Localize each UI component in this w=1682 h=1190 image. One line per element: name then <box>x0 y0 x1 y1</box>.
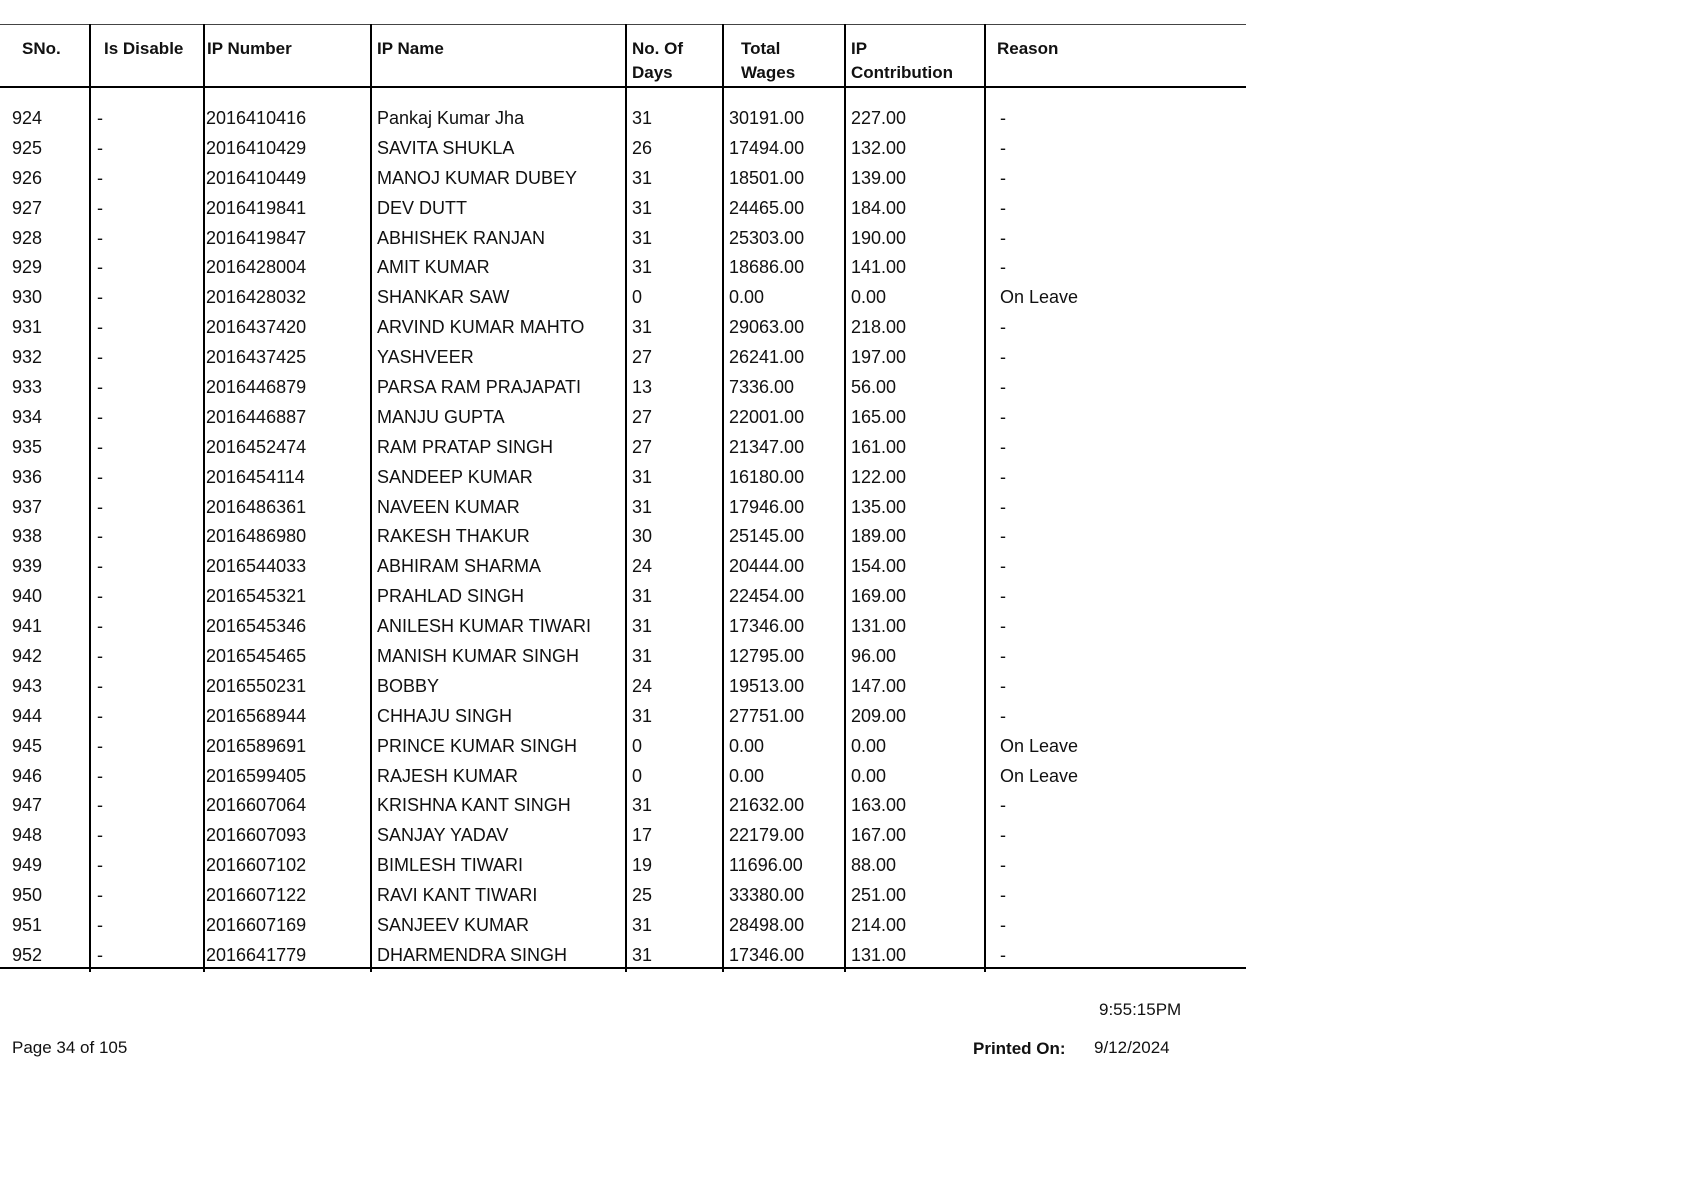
cell-ip-contribution: 161.00 <box>851 436 907 457</box>
cell-total-wages: 22179.00 <box>729 825 805 846</box>
cell-no-of-days: 31 <box>632 317 653 338</box>
header-no-of-days <box>632 37 683 85</box>
cell-no-of-days: 0 <box>632 735 643 756</box>
cell-sno: 928 <box>12 227 43 248</box>
cell-is-disable: - <box>97 466 103 487</box>
cell-ip-number: 2016410416 <box>206 108 307 128</box>
cell-ip-contribution: 131.00 <box>851 616 907 637</box>
cell-is-disable: - <box>97 227 103 248</box>
cell-total-wages: 25145.00 <box>729 526 805 547</box>
cell-reason: - <box>1000 466 1006 487</box>
cell-is-disable: - <box>97 944 103 965</box>
cell-reason: - <box>1000 167 1006 188</box>
cell-is-disable: - <box>97 377 103 398</box>
cell-ip-contribution: 56.00 <box>851 377 897 398</box>
table-header-border <box>0 86 1246 88</box>
cell-total-wages: 33380.00 <box>729 885 805 906</box>
cell-no-of-days: 31 <box>632 167 653 188</box>
cell-no-of-days: 25 <box>632 885 653 906</box>
cell-is-disable: - <box>97 675 103 696</box>
cell-ip-name: DEV DUTT <box>377 197 467 218</box>
cell-total-wages: 21632.00 <box>729 795 805 816</box>
cell-ip-contribution: 251.00 <box>851 885 907 906</box>
cell-ip-number: 2016544033 <box>206 556 307 577</box>
cell-no-of-days: 31 <box>632 795 653 816</box>
cell-reason: - <box>1000 944 1006 965</box>
cell-no-of-days: 31 <box>632 944 653 965</box>
cell-no-of-days: 31 <box>632 616 653 637</box>
cell-ip-name: RAKESH THAKUR <box>377 526 530 547</box>
cell-reason: - <box>1000 855 1006 876</box>
cell-is-disable: - <box>97 705 103 726</box>
cell-ip-number: 2016550231 <box>206 675 307 696</box>
cell-ip-contribution: 165.00 <box>851 406 907 427</box>
cell-no-of-days: 0 <box>632 765 643 786</box>
cell-total-wages: 0.00 <box>729 735 765 756</box>
header-sno: SNo. <box>22 39 61 58</box>
cell-ip-name: ABHISHEK RANJAN <box>377 227 546 248</box>
cell-no-of-days: 19 <box>632 855 653 876</box>
cell-ip-number: 2016607102 <box>206 855 307 876</box>
header-total-wages <box>741 37 795 85</box>
cell-ip-contribution: 141.00 <box>851 257 907 278</box>
table-row <box>0 164 1246 194</box>
cell-ip-name: MANOJ KUMAR DUBEY <box>377 167 578 188</box>
cell-ip-number: 2016437420 <box>206 317 307 338</box>
cell-total-wages: 20444.00 <box>729 556 805 577</box>
cell-reason: - <box>1000 377 1006 398</box>
cell-total-wages: 0.00 <box>729 287 765 308</box>
cell-no-of-days: 24 <box>632 556 653 577</box>
cell-ip-name: DHARMENDRA SINGH <box>377 944 568 965</box>
cell-reason: - <box>1000 556 1006 577</box>
cell-is-disable: - <box>97 586 103 607</box>
cell-ip-number: 2016419841 <box>206 197 307 218</box>
table-row <box>0 463 1246 493</box>
cell-total-wages: 30191.00 <box>729 108 805 128</box>
cell-reason: On Leave <box>1000 287 1079 308</box>
cell-reason: - <box>1000 885 1006 906</box>
cell-sno: 952 <box>12 944 43 965</box>
cell-is-disable: - <box>97 197 103 218</box>
cell-ip-number: 2016641779 <box>206 944 307 965</box>
table-row <box>0 851 1246 881</box>
cell-ip-contribution: 189.00 <box>851 526 907 547</box>
cell-no-of-days: 31 <box>632 586 653 607</box>
cell-total-wages: 26241.00 <box>729 347 805 368</box>
cell-ip-number: 2016428004 <box>206 257 307 278</box>
table-row <box>0 791 1246 821</box>
cell-ip-number: 2016437425 <box>206 347 307 368</box>
cell-sno: 924 <box>12 108 43 128</box>
cell-no-of-days: 24 <box>632 675 653 696</box>
cell-ip-number: 2016446887 <box>206 406 307 427</box>
cell-ip-contribution: 96.00 <box>851 646 897 667</box>
cell-reason: - <box>1000 496 1006 517</box>
cell-sno: 930 <box>12 287 43 308</box>
cell-is-disable: - <box>97 795 103 816</box>
cell-ip-contribution: 122.00 <box>851 466 907 487</box>
cell-ip-contribution: 139.00 <box>851 167 907 188</box>
cell-is-disable: - <box>97 167 103 188</box>
cell-is-disable: - <box>97 646 103 667</box>
cell-ip-number: 2016607122 <box>206 885 307 906</box>
cell-reason: - <box>1000 197 1006 218</box>
cell-no-of-days: 31 <box>632 227 653 248</box>
table-row <box>0 373 1246 403</box>
cell-ip-contribution: 0.00 <box>851 765 887 786</box>
cell-sno: 940 <box>12 586 43 607</box>
cell-no-of-days: 31 <box>632 197 653 218</box>
cell-ip-name: PRAHLAD SINGH <box>377 586 525 607</box>
cell-ip-number: 2016589691 <box>206 735 307 756</box>
cell-ip-contribution: 169.00 <box>851 586 907 607</box>
cell-is-disable: - <box>97 406 103 427</box>
cell-ip-name: CHHAJU SINGH <box>377 705 513 726</box>
cell-no-of-days: 31 <box>632 466 653 487</box>
cell-ip-number: 2016446879 <box>206 377 307 398</box>
cell-ip-contribution: 88.00 <box>851 855 897 876</box>
cell-total-wages: 16180.00 <box>729 466 805 487</box>
table-row <box>0 224 1246 254</box>
cell-total-wages: 7336.00 <box>729 377 795 398</box>
cell-ip-name: AMIT KUMAR <box>377 257 490 278</box>
cell-ip-contribution: 190.00 <box>851 227 907 248</box>
cell-no-of-days: 26 <box>632 137 653 158</box>
table-row <box>0 702 1246 732</box>
cell-sno: 938 <box>12 526 43 547</box>
cell-is-disable: - <box>97 735 103 756</box>
cell-reason: - <box>1000 108 1006 128</box>
table-row <box>0 433 1246 463</box>
page-number: Page 34 of 105 <box>12 1038 128 1057</box>
cell-sno: 947 <box>12 795 43 816</box>
cell-reason: On Leave <box>1000 765 1079 786</box>
table-row <box>0 642 1246 672</box>
cell-ip-name: MANJU GUPTA <box>377 406 505 427</box>
cell-sno: 925 <box>12 137 43 158</box>
cell-sno: 927 <box>12 197 43 218</box>
table-row <box>0 612 1246 642</box>
cell-reason: - <box>1000 436 1006 457</box>
cell-ip-name: PARSA RAM PRAJAPATI <box>377 377 582 398</box>
table-row <box>0 522 1246 552</box>
cell-sno: 939 <box>12 556 43 577</box>
table-row <box>0 672 1246 702</box>
cell-reason: - <box>1000 586 1006 607</box>
cell-no-of-days: 31 <box>632 108 653 128</box>
printed-on-label: Printed On: <box>973 1039 1066 1058</box>
cell-ip-name: BOBBY <box>377 675 440 696</box>
cell-ip-name: RAM PRATAP SINGH <box>377 436 554 457</box>
cell-ip-number: 2016419847 <box>206 227 307 248</box>
header-wages-line-2: Wages <box>741 63 796 82</box>
table-row <box>0 134 1246 164</box>
cell-reason: - <box>1000 526 1006 547</box>
cell-is-disable: - <box>97 287 103 308</box>
cell-ip-name: SANDEEP KUMAR <box>377 466 533 487</box>
cell-sno: 941 <box>12 616 43 637</box>
cell-ip-name: BIMLESH TIWARI <box>377 855 524 876</box>
cell-no-of-days: 31 <box>632 646 653 667</box>
cell-no-of-days: 31 <box>632 705 653 726</box>
cell-is-disable: - <box>97 317 103 338</box>
cell-no-of-days: 30 <box>632 526 653 547</box>
cell-ip-number: 2016486980 <box>206 526 307 547</box>
cell-total-wages: 18686.00 <box>729 257 805 278</box>
table-row <box>0 313 1246 343</box>
cell-sno: 933 <box>12 377 43 398</box>
cell-ip-contribution: 218.00 <box>851 317 907 338</box>
cell-ip-name: YASHVEER <box>377 347 474 368</box>
table-body <box>0 104 1246 971</box>
cell-no-of-days: 27 <box>632 347 653 368</box>
cell-reason: - <box>1000 317 1006 338</box>
header-reason: Reason <box>997 39 1059 58</box>
header-days-line-1: No. Of <box>632 39 683 58</box>
header-days-line-2: Days <box>632 63 673 82</box>
header-ip-number: IP Number <box>207 39 292 58</box>
header-wages-line-1: Total <box>741 39 781 58</box>
cell-reason: - <box>1000 795 1006 816</box>
cell-total-wages: 12795.00 <box>729 646 805 667</box>
cell-ip-contribution: 131.00 <box>851 944 907 965</box>
cell-ip-name: ABHIRAM SHARMA <box>377 556 542 577</box>
cell-reason: - <box>1000 137 1006 158</box>
cell-total-wages: 28498.00 <box>729 915 805 936</box>
cell-total-wages: 17494.00 <box>729 137 805 158</box>
cell-total-wages: 24465.00 <box>729 197 805 218</box>
cell-is-disable: - <box>97 855 103 876</box>
cell-sno: 948 <box>12 825 43 846</box>
cell-is-disable: - <box>97 137 103 158</box>
cell-ip-contribution: 135.00 <box>851 496 907 517</box>
cell-ip-contribution: 0.00 <box>851 287 887 308</box>
cell-reason: On Leave <box>1000 735 1079 756</box>
cell-ip-name: SHANKAR SAW <box>377 287 510 308</box>
cell-sno: 936 <box>12 466 43 487</box>
cell-ip-contribution: 154.00 <box>851 556 907 577</box>
cell-no-of-days: 13 <box>632 377 653 398</box>
cell-sno: 929 <box>12 257 43 278</box>
cell-sno: 943 <box>12 675 43 696</box>
cell-ip-number: 2016568944 <box>206 705 307 726</box>
cell-total-wages: 22454.00 <box>729 586 805 607</box>
cell-total-wages: 19513.00 <box>729 675 805 696</box>
cell-total-wages: 25303.00 <box>729 227 805 248</box>
table-row <box>0 732 1246 762</box>
cell-ip-name: PRINCE KUMAR SINGH <box>377 735 578 756</box>
cell-total-wages: 29063.00 <box>729 317 805 338</box>
cell-sno: 934 <box>12 406 43 427</box>
cell-ip-name: SANJEEV KUMAR <box>377 915 530 936</box>
table-row <box>0 941 1246 971</box>
cell-ip-name: MANISH KUMAR SINGH <box>377 646 580 667</box>
cell-is-disable: - <box>97 616 103 637</box>
header-ip-name: IP Name <box>377 39 444 58</box>
cell-no-of-days: 31 <box>632 496 653 517</box>
cell-is-disable: - <box>97 915 103 936</box>
cell-ip-number: 2016452474 <box>206 436 307 457</box>
cell-no-of-days: 27 <box>632 406 653 427</box>
cell-ip-name: KRISHNA KANT SINGH <box>377 795 571 816</box>
cell-is-disable: - <box>97 436 103 457</box>
cell-sno: 937 <box>12 496 43 517</box>
cell-total-wages: 17946.00 <box>729 496 805 517</box>
cell-no-of-days: 27 <box>632 436 653 457</box>
table-row <box>0 493 1246 523</box>
table-row <box>0 283 1246 313</box>
cell-reason: - <box>1000 825 1006 846</box>
cell-ip-number: 2016545346 <box>206 616 307 637</box>
table-row <box>0 582 1246 612</box>
cell-is-disable: - <box>97 885 103 906</box>
cell-sno: 942 <box>12 646 43 667</box>
table-row <box>0 253 1246 283</box>
cell-ip-name: Pankaj Kumar Jha <box>377 108 525 128</box>
cell-no-of-days: 0 <box>632 287 643 308</box>
cell-ip-name: NAVEEN KUMAR <box>377 496 520 517</box>
cell-is-disable: - <box>97 347 103 368</box>
cell-ip-number: 2016428032 <box>206 287 307 308</box>
cell-reason: - <box>1000 915 1006 936</box>
table-row <box>0 403 1246 433</box>
cell-is-disable: - <box>97 765 103 786</box>
cell-sno: 931 <box>12 317 43 338</box>
cell-no-of-days: 31 <box>632 915 653 936</box>
cell-reason: - <box>1000 675 1006 696</box>
cell-ip-number: 2016599405 <box>206 765 307 786</box>
table-row <box>0 762 1246 792</box>
cell-ip-number: 2016410449 <box>206 167 307 188</box>
cell-reason: - <box>1000 406 1006 427</box>
cell-sno: 944 <box>12 705 43 726</box>
cell-ip-name: RAJESH KUMAR <box>377 765 519 786</box>
cell-ip-contribution: 0.00 <box>851 735 887 756</box>
cell-total-wages: 22001.00 <box>729 406 805 427</box>
cell-sno: 935 <box>12 436 43 457</box>
cell-is-disable: - <box>97 257 103 278</box>
cell-ip-contribution: 147.00 <box>851 675 907 696</box>
cell-ip-number: 2016454114 <box>206 466 305 487</box>
table-top-border <box>0 24 1246 25</box>
cell-ip-contribution: 227.00 <box>851 108 907 128</box>
cell-reason: - <box>1000 257 1006 278</box>
header-contribution-line-2: Contribution <box>851 63 953 82</box>
cell-reason: - <box>1000 705 1006 726</box>
cell-no-of-days: 17 <box>632 825 653 846</box>
cell-ip-contribution: 214.00 <box>851 915 907 936</box>
cell-total-wages: 27751.00 <box>729 705 805 726</box>
cell-total-wages: 21347.00 <box>729 436 805 457</box>
cell-sno: 951 <box>12 915 43 936</box>
header-is-disable: Is Disable <box>104 39 184 58</box>
cell-sno: 945 <box>12 735 43 756</box>
cell-ip-name: SANJAY YADAV <box>377 825 509 846</box>
header-contribution-line-1: IP <box>851 39 868 58</box>
cell-ip-number: 2016486361 <box>206 496 307 517</box>
cell-ip-number: 2016545321 <box>206 586 307 607</box>
cell-total-wages: 0.00 <box>729 765 765 786</box>
table-row <box>0 552 1246 582</box>
table-row <box>0 821 1246 851</box>
cell-is-disable: - <box>97 556 103 577</box>
table-row <box>0 343 1246 373</box>
cell-ip-name: SAVITA SHUKLA <box>377 137 515 158</box>
cell-is-disable: - <box>97 825 103 846</box>
cell-sno: 949 <box>12 855 43 876</box>
cell-is-disable: - <box>97 108 103 128</box>
cell-no-of-days: 31 <box>632 257 653 278</box>
cell-is-disable: - <box>97 526 103 547</box>
header-ip-contribution <box>851 37 953 85</box>
cell-ip-name: ARVIND KUMAR MAHTO <box>377 317 585 338</box>
cell-total-wages: 18501.00 <box>729 167 805 188</box>
cell-total-wages: 17346.00 <box>729 944 805 965</box>
cell-ip-number: 2016607093 <box>206 825 307 846</box>
cell-reason: - <box>1000 227 1006 248</box>
cell-ip-number: 2016607169 <box>206 915 307 936</box>
cell-ip-contribution: 184.00 <box>851 197 907 218</box>
cell-reason: - <box>1000 646 1006 667</box>
cell-ip-contribution: 209.00 <box>851 705 907 726</box>
cell-ip-contribution: 197.00 <box>851 347 907 368</box>
footer-print-time: 9:55:15PM <box>1099 1000 1182 1019</box>
cell-reason: - <box>1000 616 1006 637</box>
cell-total-wages: 11696.00 <box>729 855 803 876</box>
cell-ip-number: 2016410429 <box>206 137 307 158</box>
printed-on-date: 9/12/2024 <box>1094 1038 1170 1057</box>
cell-ip-contribution: 163.00 <box>851 795 907 816</box>
cell-ip-number: 2016607064 <box>206 795 307 816</box>
cell-total-wages: 17346.00 <box>729 616 805 637</box>
cell-sno: 950 <box>12 885 43 906</box>
cell-sno: 932 <box>12 347 43 368</box>
table-row <box>0 911 1246 941</box>
cell-ip-name: RAVI KANT TIWARI <box>377 885 538 906</box>
cell-ip-contribution: 167.00 <box>851 825 907 846</box>
cell-ip-contribution: 132.00 <box>851 137 907 158</box>
table-row <box>0 881 1246 911</box>
table-row <box>0 104 1246 134</box>
cell-sno: 926 <box>12 167 43 188</box>
cell-ip-number: 2016545465 <box>206 646 307 667</box>
cell-sno: 946 <box>12 765 43 786</box>
cell-ip-name: ANILESH KUMAR TIWARI <box>377 616 592 637</box>
cell-is-disable: - <box>97 496 103 517</box>
cell-reason: - <box>1000 347 1006 368</box>
table-row <box>0 194 1246 224</box>
